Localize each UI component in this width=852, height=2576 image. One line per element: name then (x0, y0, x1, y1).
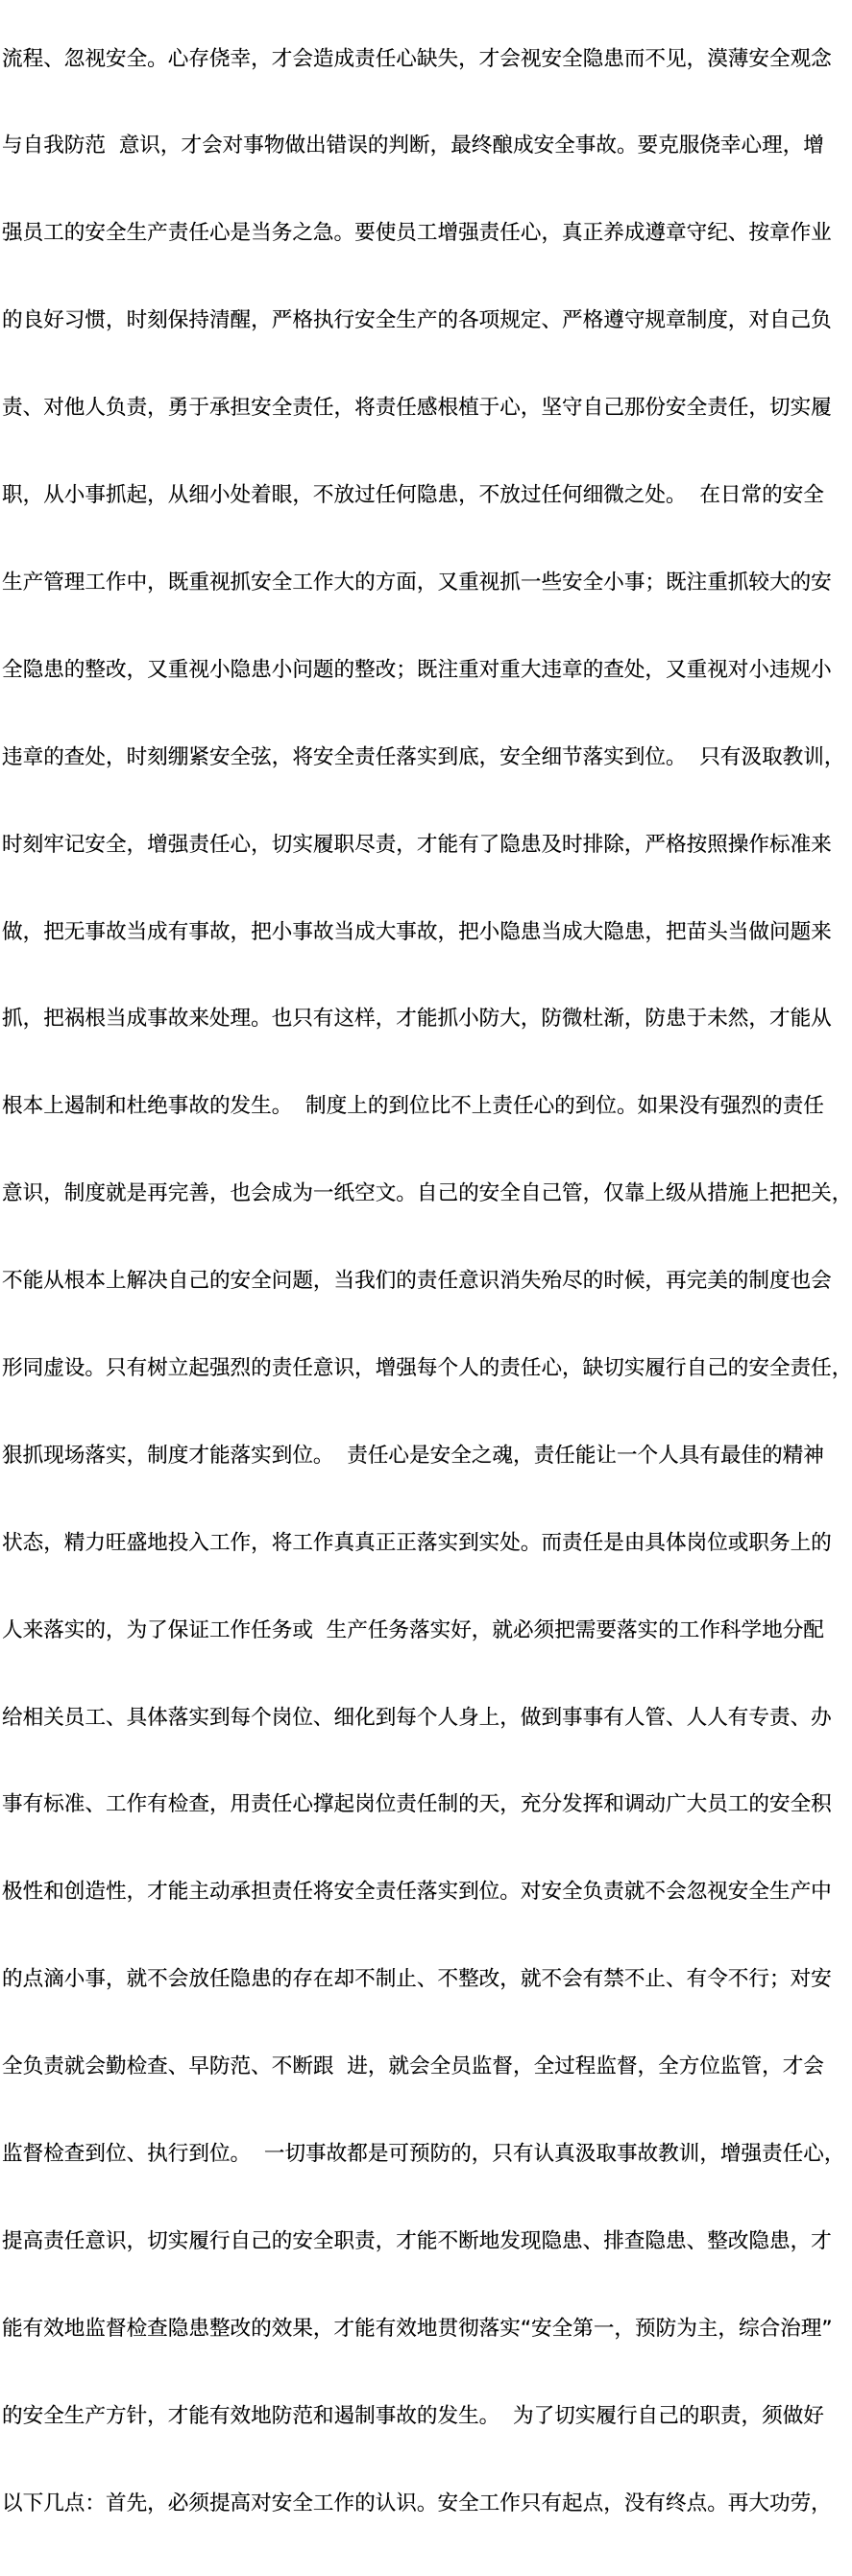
text-line: 状态，精力旺盛地投入工作，将工作真真正正落实到实处。而责任是由具体岗位或职务上的 (2, 1530, 832, 1555)
text-line: 给相关员工、具体落实到每个岗位、细化到每个人身上，做到事事有人管、人人有专责、办 (2, 1705, 832, 1730)
text-line: 狠抓现场落实，制度才能落实到位。 责任心是安全之魂，责任能让一个人具有最佳的精神 (2, 1443, 824, 1468)
document-body (2, 0, 852, 2576)
text-line: 全负责就会勤检查、早防范、不断跟 进，就会全员监督，全过程监督，全方位监管，才会 (2, 2054, 824, 2079)
text-line: 责、对他人负责，勇于承担安全责任，将责任感根植于心，坚守自己那份安全责任，切实履 (2, 396, 832, 421)
text-line: 全隐患的整改，又重视小隐患小问题的整改；既注重对重大违章的查处，又重视对小违规小 (2, 657, 832, 682)
text-line: 流程、忽视安全。心存侥幸，才会造成责任心缺失，才会视安全隐患而不见，漠薄安全观念 (2, 46, 832, 71)
text-line: 不能从根本上解决自己的安全问题，当我们的责任意识消失殆尽的时候，再完美的制度也会 (2, 1269, 832, 1294)
text-line: 生产管理工作中，既重视抓安全工作大的方面，又重视抓一些安全小事；既注重抓较大的安 (2, 570, 832, 595)
text-line: 监督检查到位、执行到位。 一切事故都是可预防的，只有认真汲取事故教训，增强责任心， (2, 2141, 845, 2166)
text-line: 根本上遏制和杜绝事故的发生。 制度上的到位比不上责任心的到位。如果没有强烈的责任 (2, 1094, 824, 1119)
text-line: 形同虚设。只有树立起强烈的责任意识，增强每个人的责任心，缺切实履行自己的安全责任， (2, 1355, 852, 1380)
text-line: 提高责任意识，切实履行自己的安全职责，才能不断地发现隐患、排查隐患、整改隐患，才 (2, 2228, 832, 2253)
text-line: 违章的查处，时刻绷紧安全弦，将安全责任落实到底，安全细节落实到位。 只有汲取教训， (2, 744, 845, 769)
text-line: 与自我防范 意识，才会对事物做出错误的判断，最终酿成安全事故。要克服侥幸心理，增 (2, 134, 824, 158)
text-line: 抓，把祸根当成事故来处理。也只有这样，才能抓小防大，防微杜渐，防患于未然，才能从 (2, 1007, 832, 1032)
text-line: 人来落实的，为了保证工作任务或 生产任务落实好，就必须把需要落实的工作科学地分配 (2, 1617, 824, 1642)
text-line: 的良好习惯，时刻保持清醒，严格执行安全生产的各项规定、严格遵守规章制度，对自己负 (2, 308, 832, 333)
text-line: 的安全生产方针，才能有效地防范和遏制事故的发生。 为了切实履行自己的职责，须做好 (2, 2403, 824, 2428)
text-line: 的点滴小事，就不会放任隐患的存在却不制止、不整改，就不会有禁不止、有令不行；对安 (2, 1967, 832, 1992)
text-line: 做，把无事故当成有事故，把小事故当成大事故，把小隐患当成大隐患，把苗头当做问题来 (2, 919, 832, 944)
text-line: 能有效地监督检查隐患整改的效果，才能有效地贯彻落实“安全第一，预防为主，综合治理” (2, 2316, 833, 2341)
text-line: 事有标准、工作有检查，用责任心撑起岗位责任制的天，充分发挥和调动广大员工的安全积 (2, 1792, 832, 1817)
text-line: 职，从小事抓起，从细小处着眼，不放过任何隐患，不放过任何细微之处。 在日常的安全 (2, 483, 824, 508)
text-line: 强员工的安全生产责任心是当务之急。要使员工增强责任心，真正养成遵章守纪、按章作业 (2, 221, 832, 246)
text-line: 时刻牢记安全，增强责任心，切实履职尽责，才能有了隐患及时排除，严格按照操作标准来 (2, 832, 832, 857)
text-line: 以下几点：首先，必须提高对安全工作的认识。安全工作只有起点，没有终点。再大功劳， (2, 2491, 832, 2515)
text-line: 意识，制度就是再完善，也会成为一纸空文。自己的安全自己管，仅靠上级从措施上把把关， (2, 1181, 852, 1206)
text-line: 极性和创造性，才能主动承担责任将安全责任落实到位。对安全负责就不会忽视安全生产中 (2, 1880, 832, 1905)
